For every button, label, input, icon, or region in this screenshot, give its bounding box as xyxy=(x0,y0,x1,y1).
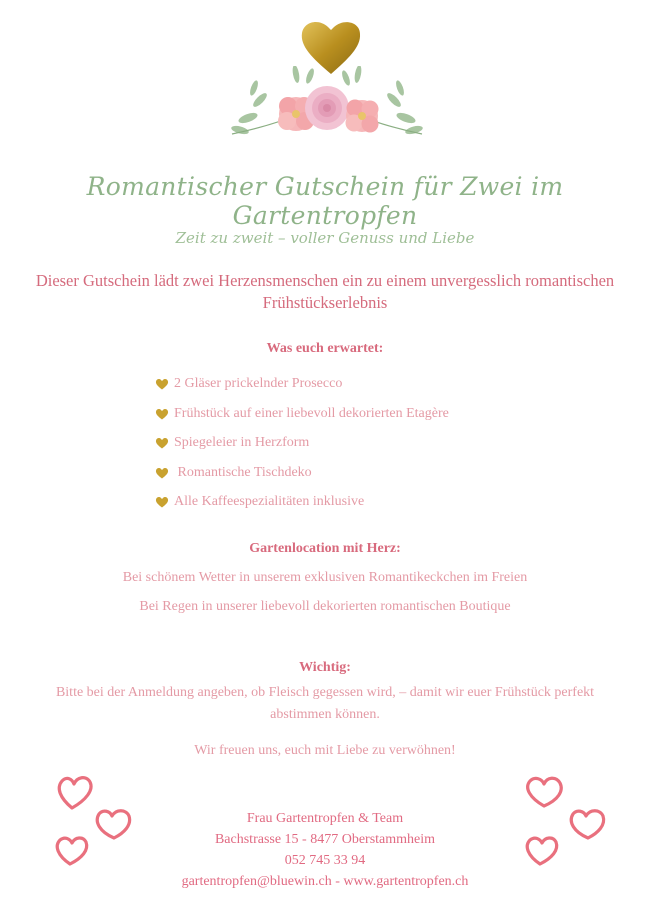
intro-line-1: Dieser Gutschein lädt zwei Herzensmenschen ein zu einem unvergesslich romantischen xyxy=(35,271,615,290)
location-line-2: Bei Regen in unserer liebevoll dekorierten romantischen Boutique xyxy=(139,599,511,614)
list-item xyxy=(155,406,449,436)
list-item-text: Romantische Tischdeko xyxy=(174,464,312,480)
footer-address: Bachstrasse 15 - 8477 Oberstammheim xyxy=(214,832,436,847)
list-item-text: Frühstück auf einer liebevoll dekorierten Etagère xyxy=(174,405,449,421)
flower-garland-illustration xyxy=(230,66,424,142)
list-item-text: Spiegeleier in Herzform xyxy=(174,435,310,450)
gold-heart-bullet-icon xyxy=(155,437,169,449)
gold-heart-bullet-icon xyxy=(155,408,169,420)
important-heading: Wichtig: xyxy=(299,660,351,675)
list-item xyxy=(155,376,449,406)
list-item-text: 2 Gläser prickelnder Prosecco xyxy=(174,376,343,391)
voucher-subtitle: Zeit zu zweit – voller Genuss und Liebe xyxy=(175,229,475,247)
footer-name: Frau Gartentropfen & Team xyxy=(246,811,404,826)
list-item xyxy=(155,465,449,495)
gold-heart-bullet-icon xyxy=(155,467,169,479)
important-text xyxy=(10,682,640,726)
location-line-1: Bei schönem Wetter in unserem exklusiven Romantikeckchen im Freien xyxy=(122,570,528,585)
location-heading: Gartenlocation mit Herz: xyxy=(249,541,401,556)
expect-heading: Was euch erwartet: xyxy=(266,341,384,356)
voucher-title: Romantischer Gutschein für Zwei im Gartentropfen xyxy=(86,172,564,230)
expect-list xyxy=(155,376,449,524)
gold-heart-bullet-icon xyxy=(155,496,169,508)
intro-line-2: Frühstückserlebnis xyxy=(262,293,388,312)
list-item-text: Alle Kaffeespezialitäten inklusive xyxy=(174,494,365,509)
list-item xyxy=(155,494,449,524)
important-line-1: Bitte bei der Anmeldung angeben, ob Fleisch gegessen wird, – damit wir euer Frühstück perfekt xyxy=(55,685,595,700)
closing-text: Wir freuen uns, euch mit Liebe zu verwöhnen! xyxy=(194,743,456,758)
contact-footer xyxy=(0,808,650,892)
important-line-2: abstimmen können. xyxy=(270,707,380,722)
footer-phone: 052 745 33 94 xyxy=(284,853,366,868)
list-item xyxy=(155,435,449,465)
gold-heart-bullet-icon xyxy=(155,378,169,390)
footer-web: gartentropfen@bluewin.ch - www.gartentropfen.ch xyxy=(181,874,469,889)
intro-text xyxy=(0,270,650,314)
